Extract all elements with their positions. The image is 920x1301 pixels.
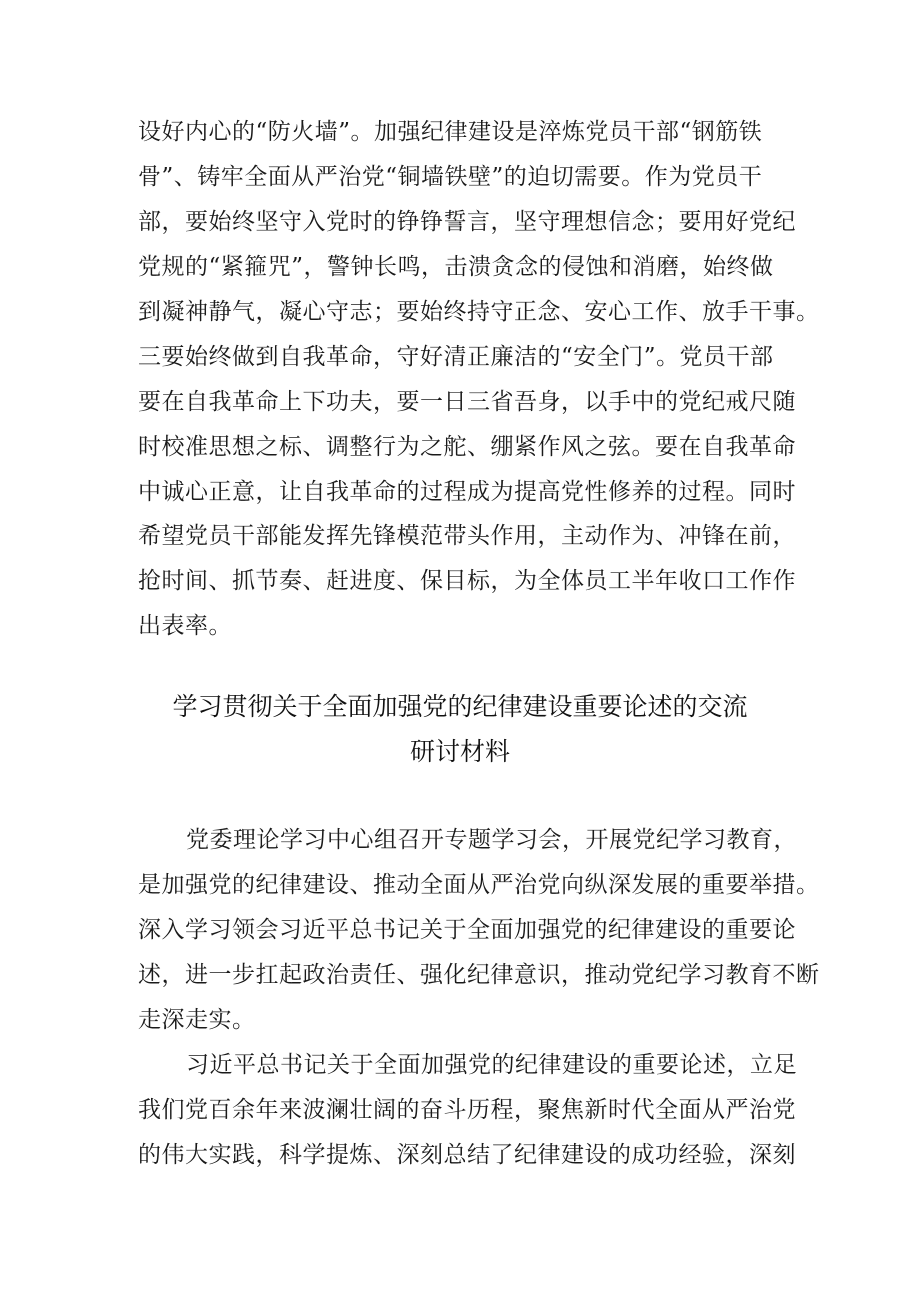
text-line: 走深走实。 bbox=[138, 1007, 256, 1033]
text-line: 我们党百余年来波澜壮阔的奋斗历程，聚焦新时代全面从严治党 bbox=[138, 1097, 796, 1123]
text-line: 党委理论学习中心组召开专题学习会，开展党纪学习教育， bbox=[186, 827, 797, 853]
text-line: 部，要始终坚守入党时的铮铮誓言，坚守理想信念；要用好党纪 bbox=[138, 209, 796, 235]
text-line: 设好内心的“防火墙”。加强纪律建设是淬炼党员干部“钢筋铁 bbox=[138, 119, 763, 145]
text-line: 习近平总书记关于全面加强党的纪律建设的重要论述，立足 bbox=[186, 1052, 797, 1078]
text-line: 时校准思想之标、调整行为之舵、绷紧作风之弦。要在自我革命 bbox=[138, 434, 796, 460]
article-title-line1: 学习贯彻关于全面加强党的纪律建设重要论述的交流 bbox=[172, 692, 748, 721]
text-line: 中诚心正意，让自我革命的过程成为提高党性修养的过程。同时 bbox=[138, 479, 796, 505]
text-line: 骨”、铸牢全面从严治党“铜墙铁壁”的迫切需要。作为党员干 bbox=[138, 164, 763, 190]
text-line: 抢时间、抓节奏、赶进度、保目标，为全体员工半年收口工作作 bbox=[138, 568, 796, 594]
text-line: 要在自我革命上下功夫，要一日三省吾身，以手中的党纪戒尺随 bbox=[138, 389, 796, 415]
text-line: 述，进一步扛起政治责任、强化纪律意识，推动党纪学习教育不断 bbox=[138, 962, 820, 988]
text-line: 出表率。 bbox=[138, 613, 232, 639]
text-line: 是加强党的纪律建设、推动全面从严治党向纵深发展的重要举措。 bbox=[138, 872, 820, 898]
text-line: 党规的“紧箍咒”，警钟长鸣，击溃贪念的侵蚀和消磨，始终做 bbox=[138, 254, 774, 280]
text-line: 到凝神静气，凝心守志；要始终持守正念、安心工作、放手干事。 bbox=[138, 299, 820, 325]
text-line: 的伟大实践，科学提炼、深刻总结了纪律建设的成功经验，深刻 bbox=[138, 1142, 796, 1168]
text-line: 三要始终做到自我革命，守好清正廉洁的“安全门”。党员干部 bbox=[138, 344, 774, 370]
text-line: 希望党员干部能发挥先锋模范带头作用，主动作为、冲锋在前， bbox=[138, 523, 796, 549]
text-line: 深入学习领会习近平总书记关于全面加强党的纪律建设的重要论 bbox=[138, 917, 796, 943]
article-title-line2: 研讨材料 bbox=[409, 737, 510, 766]
